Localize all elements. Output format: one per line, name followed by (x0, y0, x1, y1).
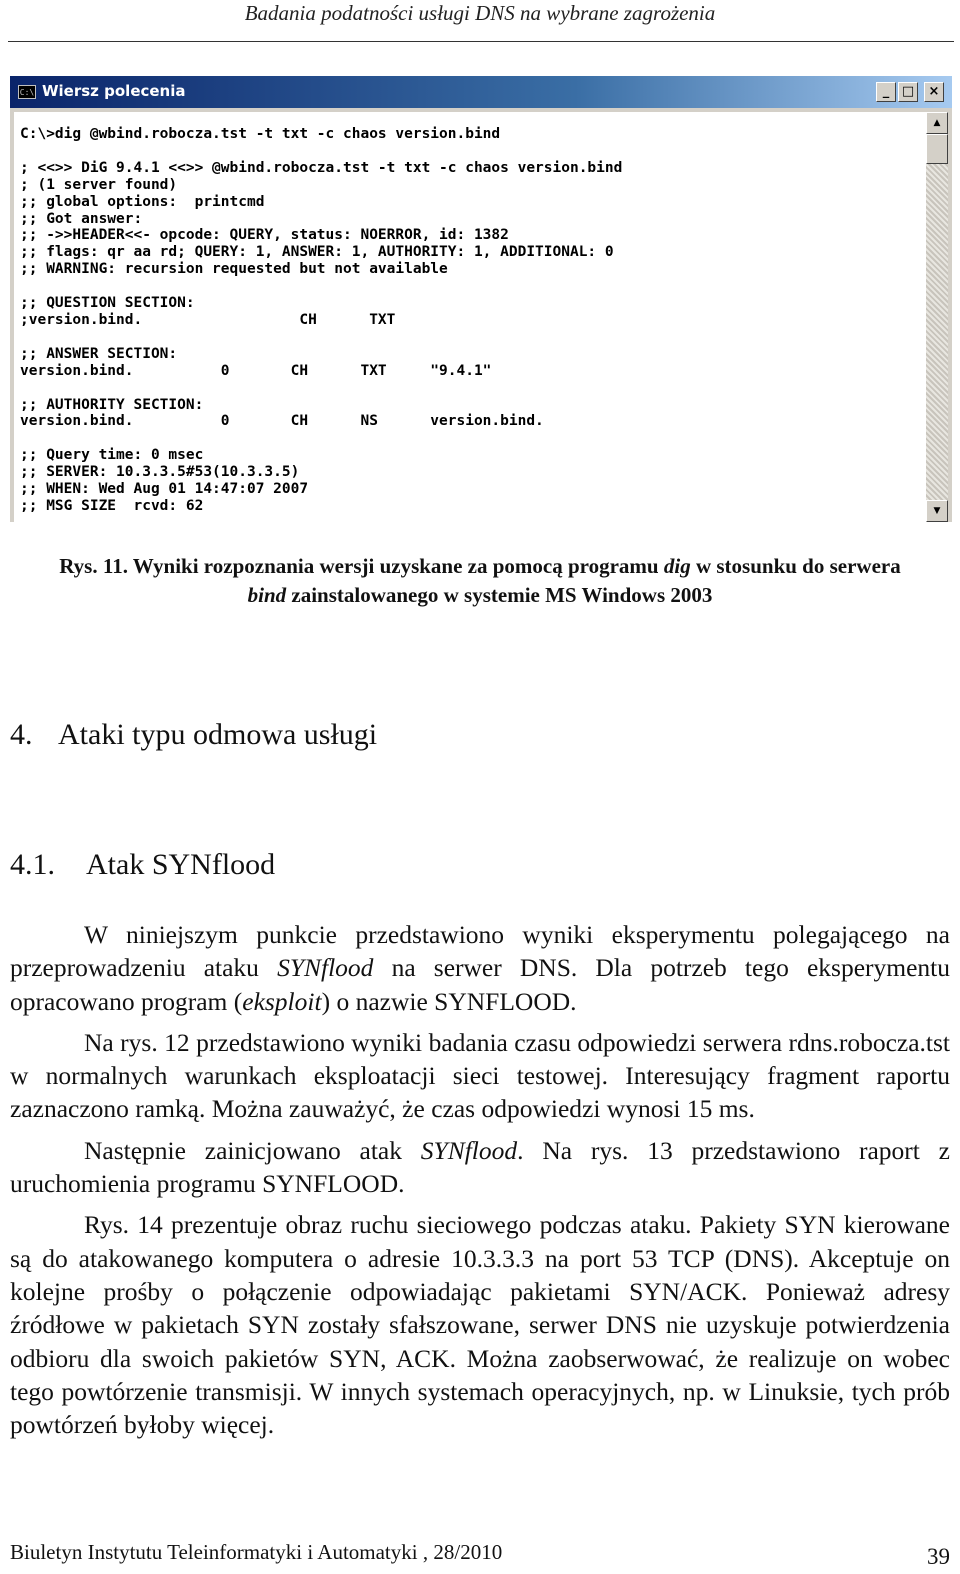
paragraph: Rys. 14 prezentuje obraz ruchu sieciowego podczas ataku. Pakiety SYN kierowane są do atakowanego komputera o adresie 10.3.3.3 na port 53 TCP (DNS). Akceptuje on kolejne prośby o połączenie odpowiadając pakietami SYN/ACK. Ponieważ adresy źródłowe w pakietach SYN zostały sfałszowane, serwer DNS nie uzyskuje potwierdzenia odbioru dla swoich pakietów SYN, ACK. Można zaobserwować, że realizuje on wobec tego powtórzenie transmisji. W innych systemach operacyjnych, np. w Linuksie, tych prób powtórzeń byłoby więcej. (10, 1210, 950, 1440)
paragraph-text: W niniejszym punkcie przedstawiono wyniki eksperymentu polegającego na przeprowadzeniu ataku (10, 920, 950, 983)
footer-journal: Biuletyn Instytutu Teleinformatyki i Automatyki , 28/2010 (10, 1540, 503, 1564)
section-heading (10, 718, 377, 752)
section-title: Ataki typu odmowa usługi (58, 718, 378, 751)
paragraph (10, 1134, 950, 1201)
section-number: 4. (10, 718, 33, 751)
running-header: Badania podatności usługi DNS na wybrane zagrożenia (244, 1, 716, 25)
command-prompt-window (10, 76, 952, 522)
console-output[interactable] (14, 112, 926, 522)
console-icon: C:\ (18, 85, 36, 99)
paragraph-text: . Na rys. 13 przedstawiono raport z uruchomienia programu SYNFLOOD. (10, 1135, 950, 1199)
caption-emphasis-bind: bind (247, 583, 287, 607)
maximize-button[interactable]: □ (898, 82, 918, 102)
paragraph-text: Następnie zainicjowano atak (84, 1135, 421, 1165)
page-number: 39 (927, 1544, 950, 1569)
caption-emphasis-dig: dig (663, 554, 691, 578)
window-title: Wiersz polecenia (42, 82, 186, 100)
body-text (10, 918, 950, 1449)
caption-text: zainstalowanego w systemie MS Windows 2003 (286, 583, 713, 607)
subsection-number: 4.1. (10, 848, 55, 881)
caption-text: Rys. 11. Wyniki rozpoznania wersji uzyskane za pomocą programu (59, 554, 664, 578)
emphasis: SYNflood (420, 1135, 518, 1165)
scroll-down-arrow-icon[interactable]: ▼ (926, 500, 948, 522)
caption-text: w stosunku do serwera (690, 554, 901, 578)
emphasis: eksploit (242, 986, 322, 1016)
paragraph (10, 918, 950, 1018)
subsection-heading (10, 848, 275, 882)
paragraph: Na rys. 12 przedstawiono wyniki badania czasu odpowiedzi serwera rdns.robocza.tst w normalnych warunkach eksploatacji sieci testowej. Interesujący fragment raportu zaznaczono ramką. Można zauważyć, że czas odpowiedzi wynosi 15 ms. (10, 1027, 950, 1124)
close-button[interactable]: × (924, 82, 944, 102)
console-text: C:\>dig @wbind.robocza.tst -t txt -c chaos version.bind ; <<>> DiG 9.4.1 <<>> @wbind.robocza.tst -t txt -c chaos version.bind ; (1 server found) ;; global options: printcmd ;; Got answer: ;; ->>HEADER<<- opcode: QUERY, status: NOERROR, id: 1382 ;; flags: qr aa rd; QUERY: 1, ANSWER: 1, AUTHORITY: 1, ADDITIONAL: 0 ;; WARNING: recursion requested but not available ;; QUESTION SECTION: ;version.bind. CH TXT ;; ANSWER SECTION: version.bind. 0 CH TXT "9.4.1" ;; AUTHORITY SECTION: version.bind. 0 CH NS version.bind. ;; Query time: 0 msec ;; SERVER: 10.3.3.5#53(10.3.3.5) ;; WHEN: Wed Aug 01 14:47:07 2007 ;; MSG SIZE rcvd: 62 (20, 126, 623, 514)
scroll-up-arrow-icon[interactable]: ▲ (926, 112, 948, 134)
minimize-button[interactable]: _ (876, 82, 896, 102)
paragraph-text: ) o nazwie SYNFLOOD. (321, 986, 577, 1016)
figure-caption (40, 552, 920, 610)
window-titlebar[interactable] (10, 76, 952, 108)
subsection-title: Atak SYNflood (86, 848, 276, 881)
header-rule (8, 41, 954, 42)
emphasis: SYNflood (277, 953, 374, 983)
vertical-scrollbar[interactable] (926, 112, 948, 522)
paragraph-text: na serwer DNS. Dla potrzeb tego eksperymentu opracowano program ( (10, 953, 950, 1016)
scroll-thumb[interactable] (926, 134, 948, 164)
